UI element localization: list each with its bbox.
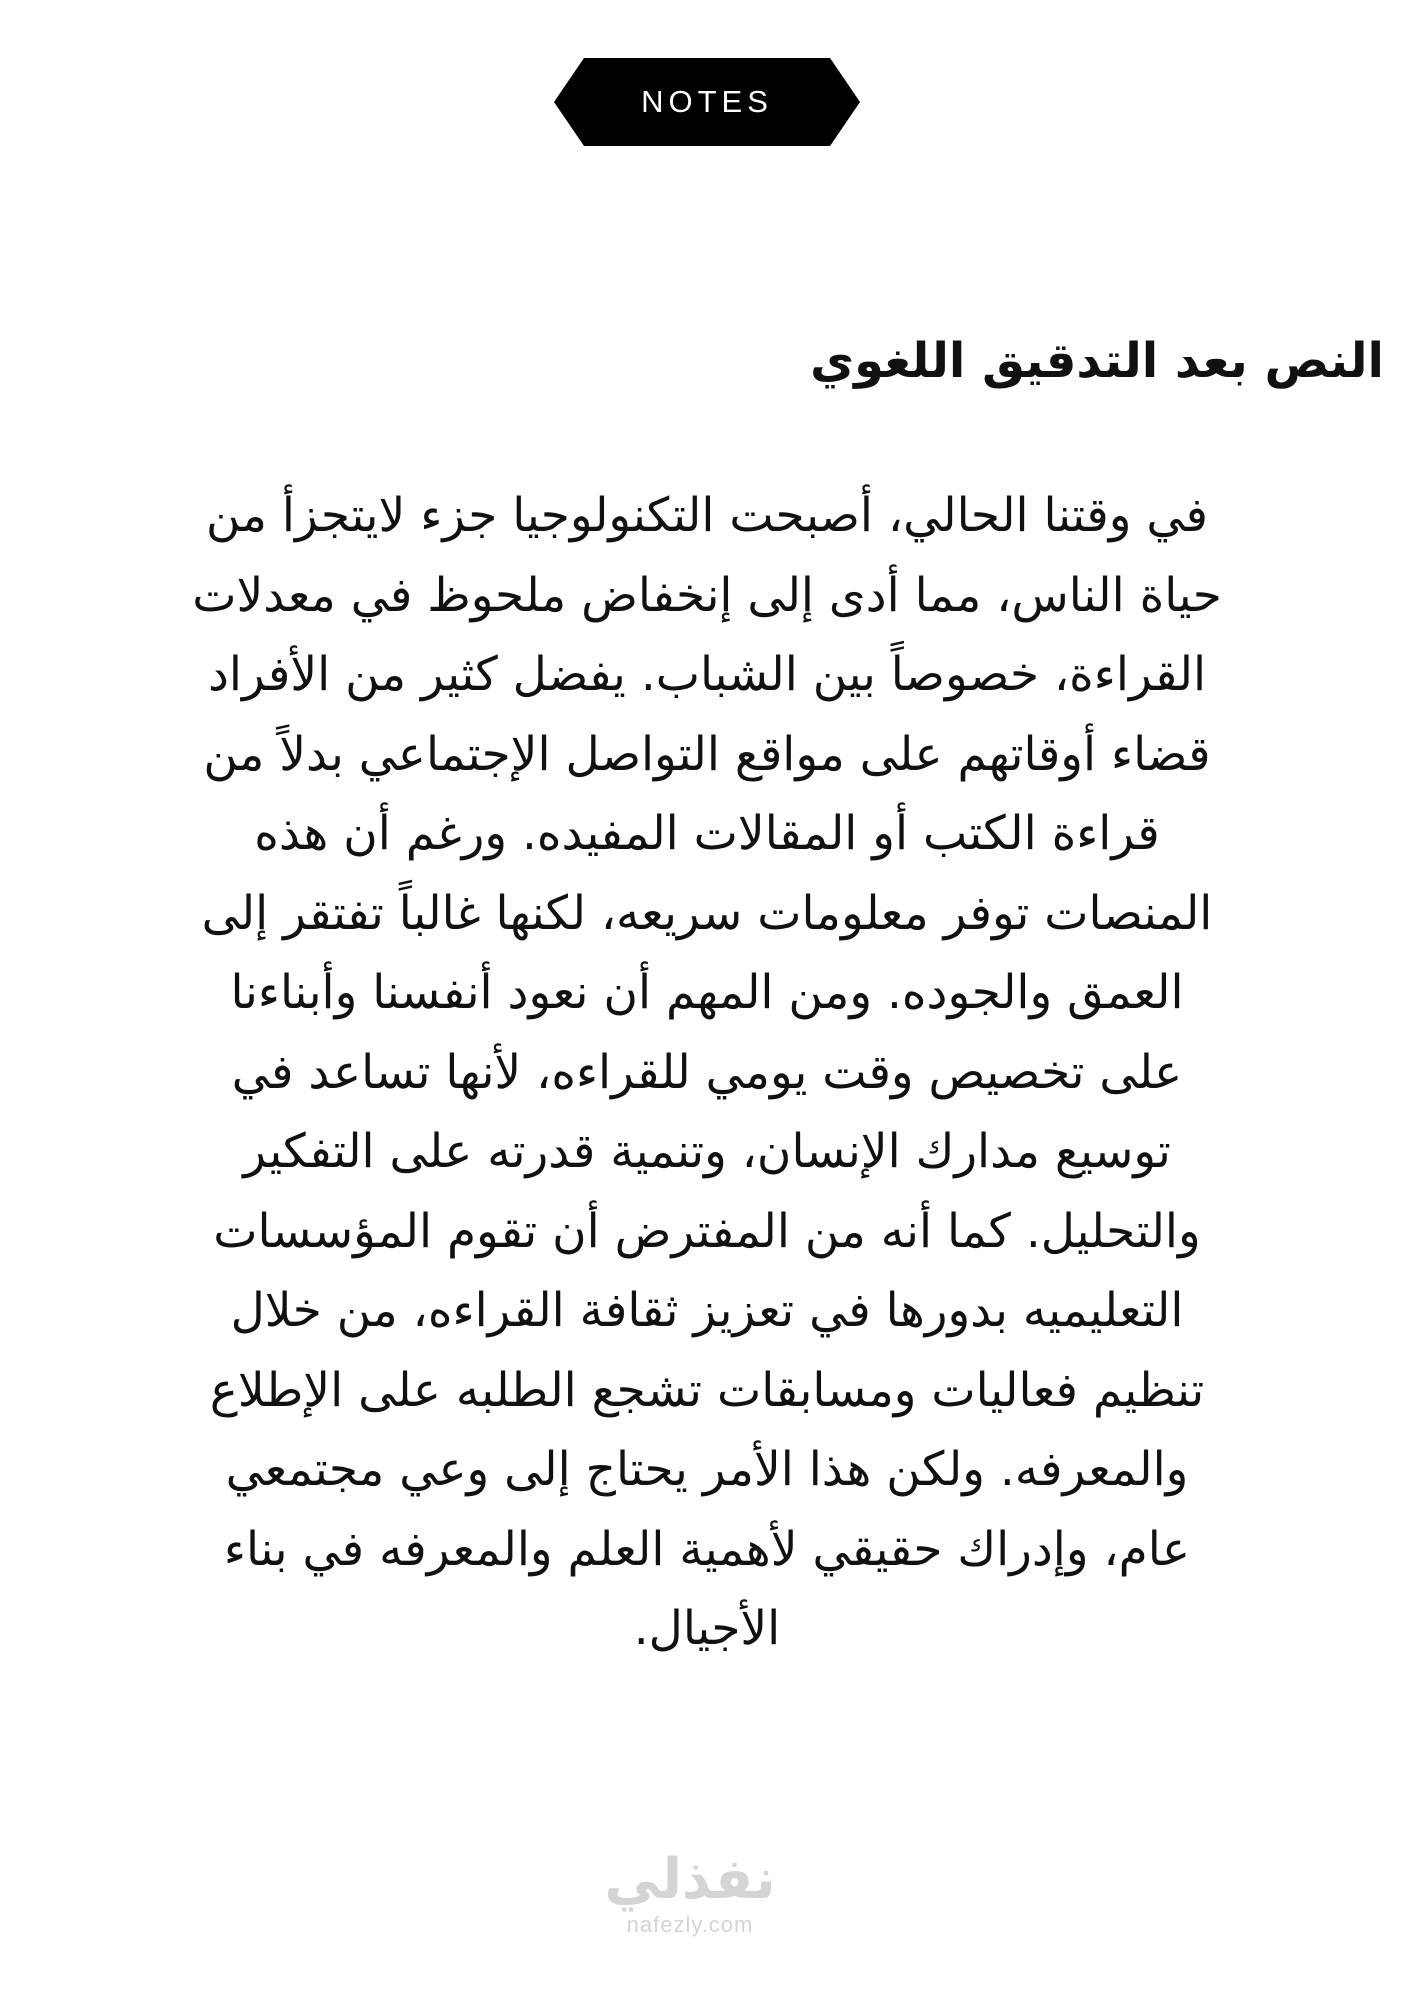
body-line: المنصات توفر معلومات سريعه، لكنها غالباً تفتقر إلى	[201, 885, 1213, 941]
watermark-url: nafezly.com	[626, 1912, 754, 1937]
body-line: والتحليل. كما أنه من المفترض أن تقوم المؤسسات	[213, 1203, 1201, 1259]
body-line: تنظيم فعاليات ومسابقات تشجع الطلبه على الإطلاع	[209, 1362, 1205, 1418]
body-line: قراءة الكتب أو المقالات المفيده. ورغم أن هذه	[254, 806, 1160, 861]
body-line: والمعرفه. ولكن هذا الأمر يحتاج إلى وعي مجتمعي	[225, 1442, 1189, 1497]
nafezly-watermark	[540, 1848, 840, 1938]
body-line: توسيع مدارك الإنسان، وتنمية قدرته على التفكير	[243, 1124, 1171, 1179]
body-line: الأجيال.	[633, 1601, 781, 1656]
body-line: في وقتنا الحالي، أصبحت التكنولوجيا جزء لايتجزأ من	[206, 488, 1208, 543]
page-heading: النص بعد التدقيق اللغوي	[810, 333, 1384, 389]
body-line: العمق والجوده. ومن المهم أن نعود أنفسنا وأبناءنا	[230, 965, 1184, 1020]
notes-badge	[554, 58, 860, 146]
watermark-logo: نفذلي	[604, 1847, 776, 1912]
body-line: قضاء أوقاتهم على مواقع التواصل الإجتماعي بدلاً من	[203, 726, 1211, 782]
body-line: على تخصيص وقت يومي للقراءه، لأنها تساعد في	[231, 1044, 1183, 1100]
body-line: عام، وإدراك حقيقي لأهمية العلم والمعرفه في بناء	[223, 1521, 1191, 1577]
body-line: التعليميه بدورها في تعزيز ثقافة القراءه، من خلال	[230, 1283, 1184, 1338]
body-line: حياة الناس، مما أدى إلى إنخفاض ملحوظ في معدلات	[192, 567, 1222, 623]
body-paragraph	[50, 476, 1364, 1669]
notes-badge-label: NOTES	[641, 84, 773, 119]
body-line: القراءة، خصوصاً بين الشباب. يفضل كثير من الأفراد	[207, 647, 1207, 702]
